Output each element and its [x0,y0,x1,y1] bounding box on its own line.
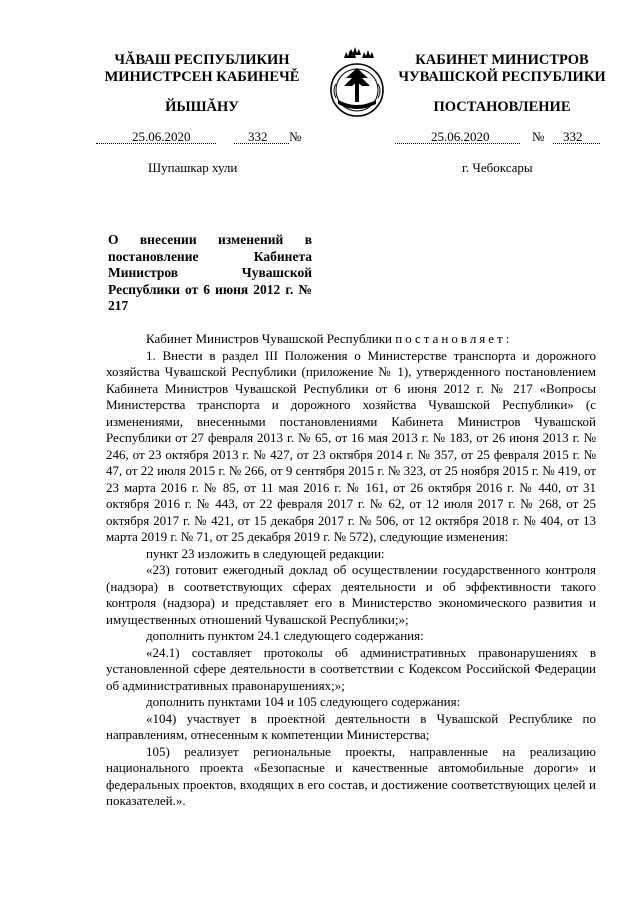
document-title: О внесении изменений в постановление Кабинета Министров Чувашской Республики от 6 июня 2012 г. № 217 [108,232,312,314]
right-number-sign: № [532,129,545,144]
left-org-line1: ЧĂВАШ РЕСПУБЛИКИН [114,52,290,68]
intro-verb: постановляет: [395,331,513,346]
intro-paragraph [106,331,596,348]
right-org-line2: ЧУВАШСКОЙ РЕСПУБЛИКИ [398,69,606,85]
paragraph-7: «104) участвует в проектной деятельности в Чувашской Республике по направлениям, отнесенным к компетенции Министерства; [106,710,596,742]
coat-of-arms-emblem [324,44,390,122]
left-place: Шупашкар хули [148,160,238,175]
left-date: 25.06.2020 [132,129,191,144]
paragraph-6: дополнить пунктами 104 и 105 следующего содержания: [146,694,461,709]
right-doc-kind: ПОСТАНОВЛЕНИЕ [433,99,571,115]
left-number: 332 [248,129,268,144]
paragraph-4: дополнить пунктом 24.1 следующего содержания: [146,628,424,643]
right-number: 332 [563,129,583,144]
paragraph-8: 105) реализует региональные проекты, направленные на реализацию национального проекта «Безопасные и качественные автомобильные дороги» и федеральных проектов, входящих в его состав, и достижение соответствующих целей и показателей.». [106,743,596,808]
paragraph-1: 1. Внести в раздел III Положения о Министерстве транспорта и дорожного хозяйства Чувашской Республики (приложение № 1), утвержденного постановлением Кабинета Министров Чувашской Республики от 6 июня 2012 г. № 217 «Вопросы Министерства транспорта и дорожного хозяйства Чувашской Республики» (с изменениями, внесенными постановлениями Кабинета Министров Чувашской Республики от 27 февраля 2013 г. № 65, от 16 мая 2013 г. № 183, от 26 июня 2013 г. № 246, от 23 октября 2013 г. № 427, от 23 октября 2014 г. № 357, от 25 февраля 2015 г. № 47, от 22 июля 2015 г. № 266, от 9 сентября 2015 г. № 323, от 25 ноября 2015 г. № 419, от 23 марта 2016 г. № 85, от 11 мая 2016 г. № 161, от 26 октября 2016 г. № 440, от 31 октября 2016 г. № 443, от 22 февраля 2017 г. № 62, от 12 июля 2017 г. № 268, от 25 октября 2017 г. № 421, от 15 декабря 2017 г. № 506, от 12 октября 2018 г. № 404, от 13 марта 2019 г. № 71, от 25 декабря 2019 г. № 572), следующие изменения: [106,347,596,544]
right-place: г. Чебоксары [462,160,533,175]
document-body [106,331,596,810]
left-org-line2: МИНИСТРСЕН КАБИНЕЧĚ [104,69,300,85]
intro-prefix: Кабинет Министров Чувашской Республики [146,331,392,346]
paragraph-2: пункт 23 изложить в следующей редакции: [146,545,385,561]
left-doc-kind: ЙЫШĂНУ [165,99,239,115]
paragraph-3: «23) готовит ежегодный доклад об осуществлении государственного контроля (надзора) в соответствующих сферах деятельности и об эффективности такого контроля (надзора) и представляет его в Министерство экономического развития и имущественных отношений Чувашской Республики;»; [106,562,596,627]
right-org-line1: КАБИНЕТ МИНИСТРОВ [415,52,589,68]
left-date-number-line [96,129,314,145]
left-number-sign: № [289,129,302,144]
right-date-number-line [395,129,600,145]
left-org-name [92,52,312,86]
right-date: 25.06.2020 [431,129,490,144]
right-org-name [392,52,612,86]
paragraph-5: «24.1) составляет протоколы об административных правонарушениях в установленной сфере деятельности в соответствии с Кодексом Российской Федерации об административных правонарушениях;»; [106,644,596,693]
